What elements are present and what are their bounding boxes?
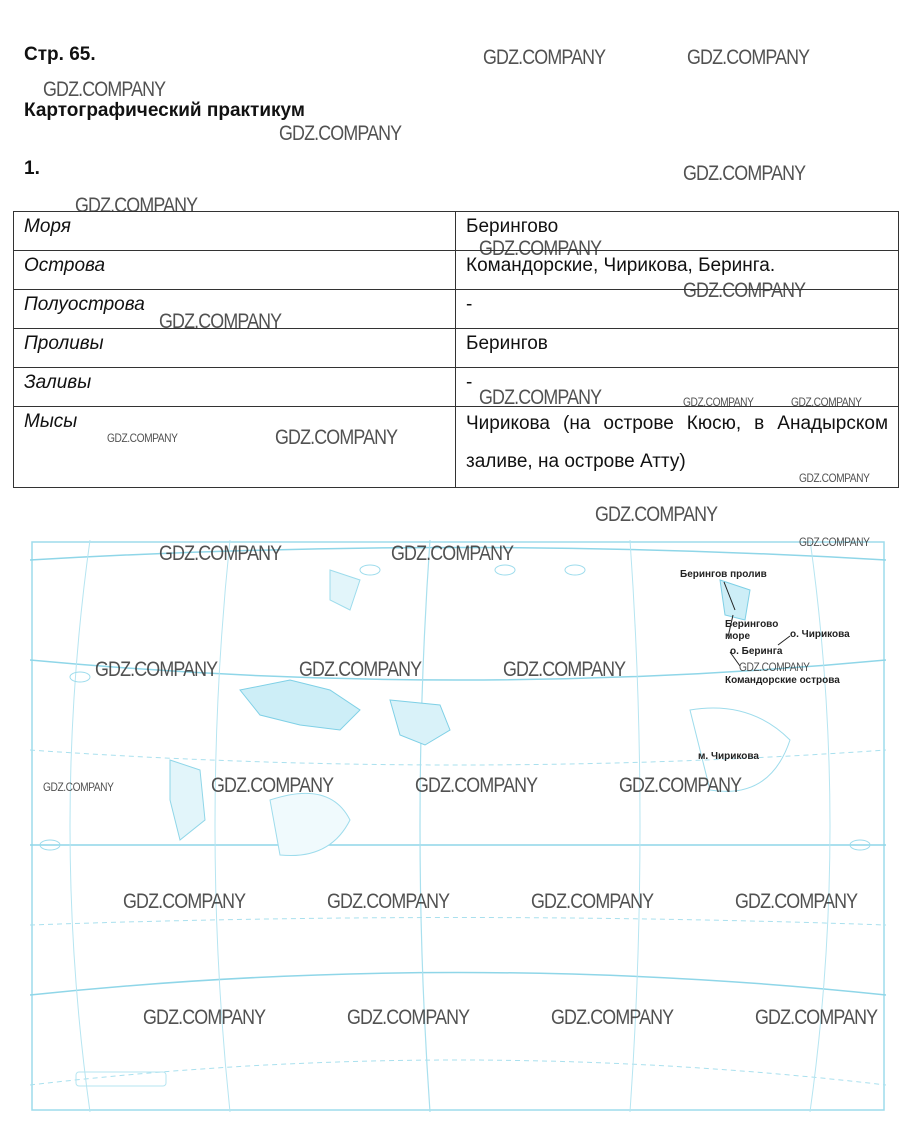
label-commander-islands: Командорские острова xyxy=(725,675,840,686)
watermark: GDZ.COMPANY xyxy=(683,395,754,409)
watermark: GDZ.COMPANY xyxy=(275,426,398,449)
task-number: 1. xyxy=(24,158,40,179)
watermark: GDZ.COMPANY xyxy=(483,46,606,69)
watermark: GDZ.COMPANY xyxy=(43,780,114,794)
watermark: GDZ.COMPANY xyxy=(735,890,858,913)
watermark: GDZ.COMPANY xyxy=(595,503,718,526)
watermark: GDZ.COMPANY xyxy=(799,471,870,485)
row-label: Заливы xyxy=(14,368,456,407)
row-label: Моря xyxy=(14,212,456,251)
page-number: Стр. 65. xyxy=(24,44,96,65)
watermark: GDZ.COMPANY xyxy=(211,774,334,797)
watermark: GDZ.COMPANY xyxy=(279,122,402,145)
row-value: Берингово xyxy=(456,212,899,251)
watermark: GDZ.COMPANY xyxy=(799,535,870,549)
watermark: GDZ.COMPANY xyxy=(755,1006,878,1029)
row-label: Полуострова xyxy=(14,290,456,329)
table-row xyxy=(14,407,899,488)
label-bering-sea: Берингово море xyxy=(725,619,779,642)
row-value: - xyxy=(456,290,899,329)
watermark: GDZ.COMPANY xyxy=(327,890,450,913)
watermark: GDZ.COMPANY xyxy=(107,431,178,445)
watermark: GDZ.COMPANY xyxy=(159,542,282,565)
watermark: GDZ.COMPANY xyxy=(299,658,422,681)
watermark: GDZ.COMPANY xyxy=(123,890,246,913)
row-value: - xyxy=(456,368,899,407)
table-row xyxy=(14,329,899,368)
row-value: Берингов xyxy=(456,329,899,368)
watermark: GDZ.COMPANY xyxy=(791,395,862,409)
watermark: GDZ.COMPANY xyxy=(503,658,626,681)
label-cape-chirikov: м. Чирикова xyxy=(698,751,759,762)
watermark: GDZ.COMPANY xyxy=(347,1006,470,1029)
label-chirikov-island: о. Чирикова xyxy=(790,629,850,640)
row-label: Проливы xyxy=(14,329,456,368)
section-title: Картографический практикум xyxy=(24,100,305,121)
label-bering-island: о. Беринга xyxy=(730,646,783,657)
watermark: GDZ.COMPANY xyxy=(479,237,602,260)
capes-text: Чирикова (на острове Кюсю, в Анадырском заливе, на острове Атту) xyxy=(466,413,888,472)
watermark: GDZ.COMPANY xyxy=(95,658,218,681)
watermark: GDZ.COMPANY xyxy=(391,542,514,565)
watermark: GDZ.COMPANY xyxy=(143,1006,266,1029)
row-label: Острова xyxy=(14,251,456,290)
watermark: GDZ.COMPANY xyxy=(619,774,742,797)
row-label: Мысы xyxy=(14,407,456,488)
watermark: GDZ.COMPANY xyxy=(687,46,810,69)
geography-table xyxy=(13,211,899,488)
watermark: GDZ.COMPANY xyxy=(739,660,810,674)
watermark: GDZ.COMPANY xyxy=(43,78,166,101)
watermark: GDZ.COMPANY xyxy=(415,774,538,797)
watermark: GDZ.COMPANY xyxy=(551,1006,674,1029)
watermark: GDZ.COMPANY xyxy=(683,162,806,185)
watermark: GDZ.COMPANY xyxy=(479,386,602,409)
watermark: GDZ.COMPANY xyxy=(159,310,282,333)
table-row xyxy=(14,368,899,407)
watermark: GDZ.COMPANY xyxy=(531,890,654,913)
watermark: GDZ.COMPANY xyxy=(683,279,806,302)
watermark: GDZ.COMPANY xyxy=(75,194,198,217)
row-value: Командорские, Чирикова, Беринга. xyxy=(456,251,899,290)
label-bering-strait: Берингов пролив xyxy=(680,569,767,580)
